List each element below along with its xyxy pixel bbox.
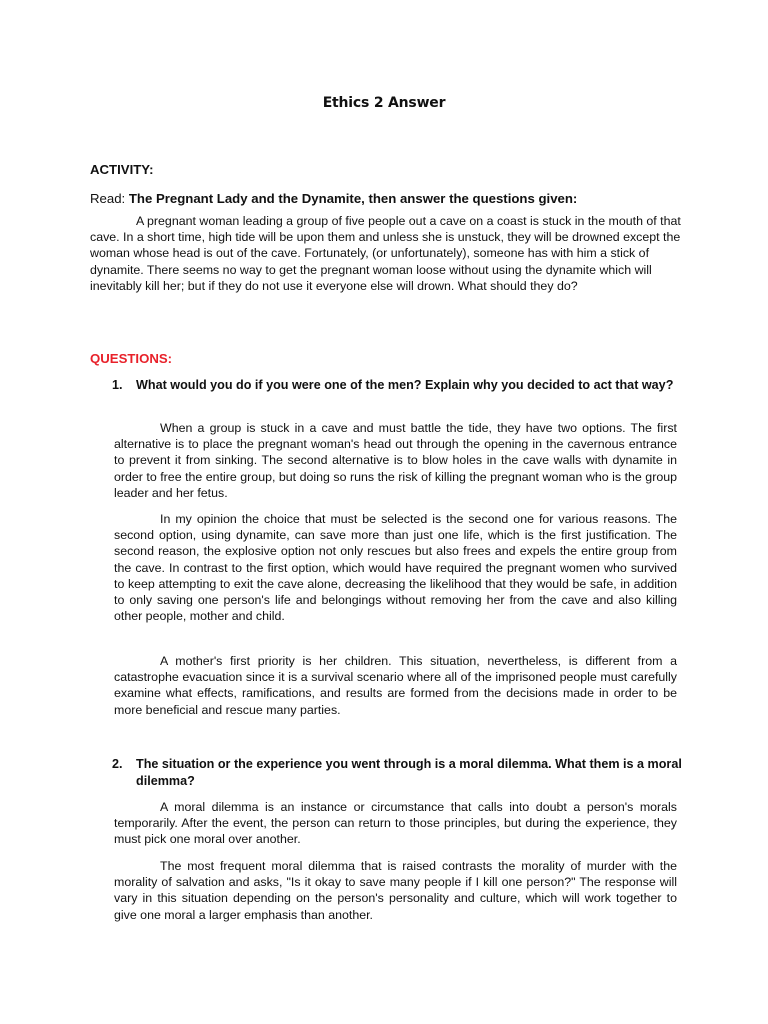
- question-2: [112, 756, 682, 789]
- question-2-text: The situation or the experience you went through is a moral dilemma. What them is a moral dilemma?: [136, 757, 682, 788]
- activity-heading: ACTIVITY:: [90, 162, 154, 177]
- read-story-title: The Pregnant Lady and the Dynamite, then answer the questions given:: [128, 191, 578, 206]
- question-1-number: 1.: [112, 378, 123, 392]
- question-1-answer-3: A mother's first priority is her children. This situation, nevertheless, is different from a catastrophe evacuation since it is a survival scenario where all of the imprisoned people must carefully examine what effects, ramifications, and results are formed from the decisions made in order to be more beneficial and rescue many parties.: [114, 654, 677, 717]
- question-1-text: What would you do if you were one of the men? Explain why you decided to act that way?: [136, 378, 674, 392]
- question-1: [112, 377, 682, 394]
- question-2-answer-2: The most frequent moral dilemma that is raised contrasts the morality of murder with the morality of salvation and asks, "Is it okay to save many people if I kill one person?" The response will vary in this situation depending on the person's personality and culture, which will work together to give one moral a larger emphasis than another.: [114, 859, 677, 922]
- scenario-paragraph: A pregnant woman leading a group of five people out a cave on a coast is stuck in the mouth of that cave. In a short time, high tide will be upon them and unless she is unstuck, they will be drowned except the woman whose head is out of the cave. Fortunately, (or unfortunately), someone has with him a stick of dynamite. There seems no way to get the pregnant woman loose without using the dynamite which will inevitably kill her; but if they do not use it everyone else will drown. What should they do?: [90, 214, 681, 293]
- question-2-answer-1: A moral dilemma is an instance or circumstance that calls into doubt a person's morals temporarily. After the event, the person can return to those principles, but during the experience, they must pick one moral over another.: [114, 800, 677, 847]
- read-instruction: [90, 190, 577, 207]
- document-title: Ethics 2 Answer: [322, 95, 446, 111]
- question-1-answer-2: In my opinion the choice that must be selected is the second one for various reasons. The second option, using dynamite, can save more than just one life, which is the first justification. The second reason, the explosive option not only rescues but also frees and expels the entire group from the cave. In contrast to the first option, which would have required the pregnant women who survived to keep attempting to exit the cave alone, decreasing the likelihood that they would be safe, in addition to only saving one person's life and belongings without removing her from the cave and also killing other people, mother and child.: [114, 512, 677, 624]
- question-1-answer-1: When a group is stuck in a cave and must battle the tide, they have two options. The first alternative is to place the pregnant woman's head out through the opening in the cavernous entrance to prevent it from sinking. The second alternative is to blow holes in the cave walls with dynamite in order to free the entire group, but doing so runs the risk of killing the pregnant woman who is the group leader and her fetus.: [114, 421, 677, 500]
- question-2-number: 2.: [112, 757, 123, 771]
- read-prefix: Read:: [90, 191, 129, 206]
- questions-heading: QUESTIONS:: [90, 351, 173, 366]
